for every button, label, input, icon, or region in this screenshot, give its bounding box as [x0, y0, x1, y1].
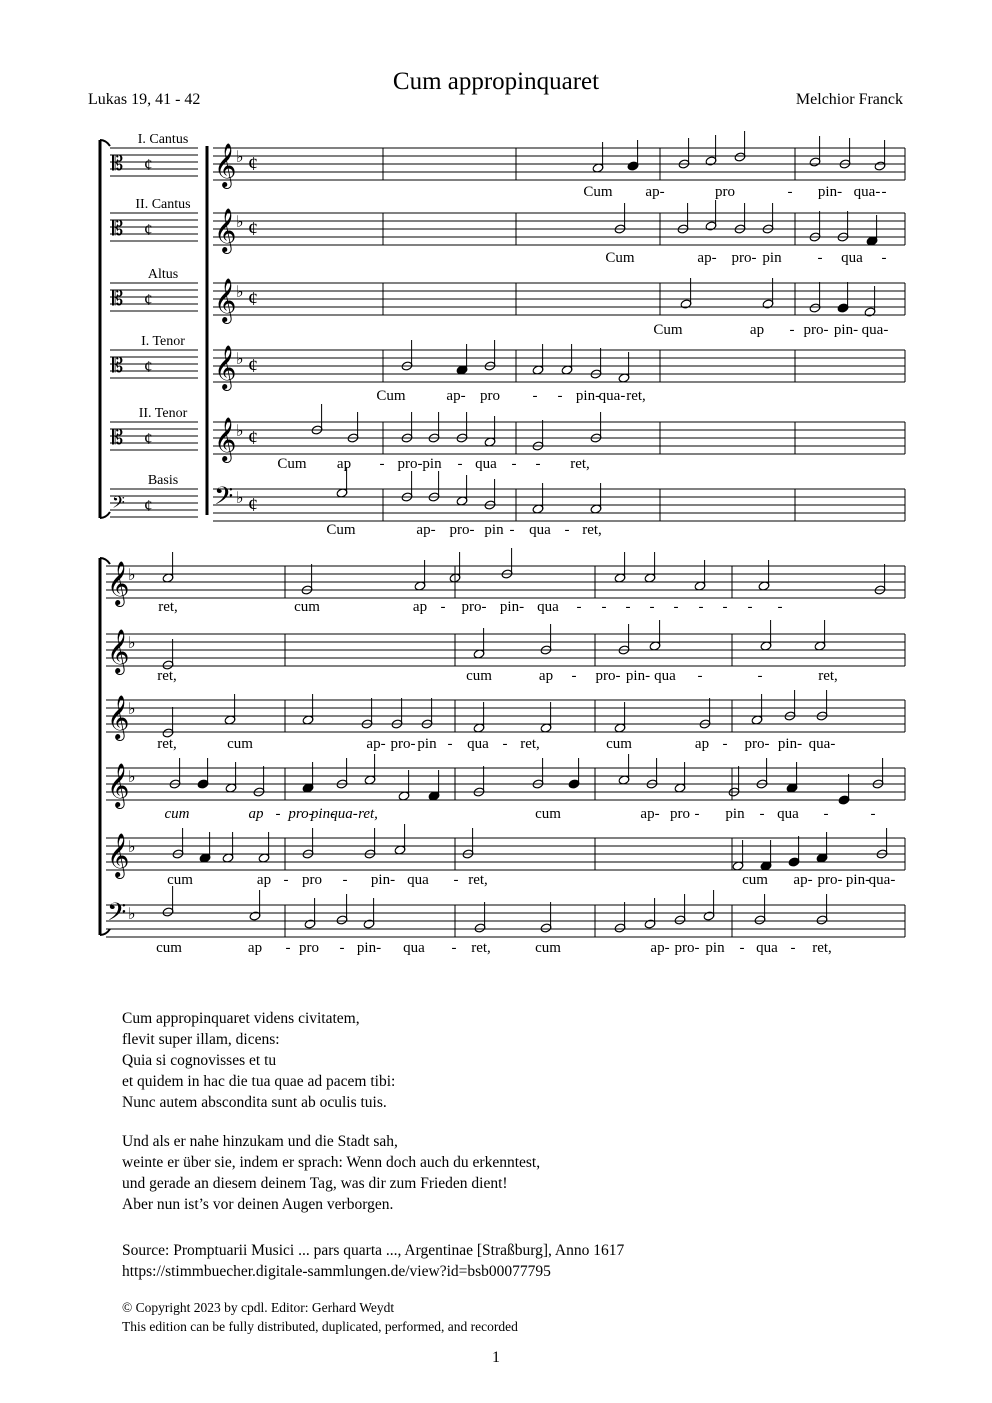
- voice-label: II. Tenor: [138, 406, 188, 421]
- lyric-syllable: -: [447, 736, 453, 752]
- lyric-syllable: ap-: [416, 522, 436, 538]
- lyric-syllable: pin: [705, 940, 725, 956]
- lyric-syllable: ap-: [650, 940, 670, 956]
- lyric-syllable: qua: [777, 806, 799, 822]
- flat-icon: ♭: [128, 769, 136, 786]
- lyric-syllable: qua-: [868, 872, 896, 888]
- lyric-syllable: ap-: [697, 250, 717, 266]
- lyric-syllable: -: [283, 872, 289, 888]
- lyric-syllable: -: [509, 522, 515, 538]
- lyric-syllable: qua: [407, 872, 429, 888]
- lyric-syllable: cum: [742, 872, 768, 888]
- lyric-syllable: cum: [156, 940, 182, 956]
- lyric-syllable: -: [511, 456, 517, 472]
- lyric-syllable: cum: [466, 668, 492, 684]
- lyric-syllable: pro-: [449, 522, 475, 538]
- lyric-syllable: ret,: [570, 456, 590, 472]
- lyric-syllable: pin: [762, 250, 782, 266]
- c-clef-icon: 𝄡: [112, 288, 124, 310]
- lyric-syllable: pin-: [845, 872, 871, 888]
- time-signature: ¢: [144, 496, 153, 515]
- lyric-syllable: Cum: [326, 522, 356, 538]
- german-line: weinte er über sie, indem er sprach: Wenn doch auch du erkenntest,: [122, 1154, 541, 1171]
- lyric-syllable: cum: [167, 872, 193, 888]
- lyric-syllable: qua: [529, 522, 551, 538]
- lyric-syllable: ap: [749, 322, 765, 338]
- bass-clef-icon: 𝄢: [214, 483, 234, 516]
- voice-label: I. Tenor: [141, 334, 185, 349]
- lyric-syllable: -: [342, 872, 348, 888]
- lyric-syllable: -: [564, 522, 570, 538]
- lyric-syllable: -: [823, 806, 829, 822]
- lyric-syllable: -: [571, 668, 577, 684]
- lyric-syllable: Cum: [605, 250, 635, 266]
- treble-clef-icon: 𝄞: [214, 145, 237, 187]
- time-signature: ¢: [144, 357, 153, 376]
- lyric-syllable: ap: [248, 806, 264, 822]
- c-clef-icon: 𝄢: [112, 494, 125, 516]
- lyric-syllable: ap-: [446, 388, 466, 404]
- lyric-syllable: pro: [670, 806, 690, 822]
- lyric-syllable: Cum: [376, 388, 406, 404]
- lyric-syllable: cum: [227, 736, 253, 752]
- lyric-syllable: -: [722, 599, 728, 615]
- lyric-syllable: -: [789, 322, 795, 338]
- lyric-syllable: ret,: [471, 940, 491, 956]
- c-clef-icon: 𝄡: [112, 427, 124, 449]
- flat-icon: ♭: [236, 214, 244, 231]
- source-url: https://stimmbuecher.digitale-sammlungen.de/view?id=bsb00077795: [122, 1263, 551, 1280]
- lyric-syllable: ap: [538, 668, 554, 684]
- lyric-syllable: ret,: [812, 940, 832, 956]
- latin-line: flevit super illam, dicens:: [122, 1031, 280, 1048]
- lyric-syllable: pin-: [833, 322, 859, 338]
- c-clef-icon: 𝄡: [112, 355, 124, 377]
- lyric-syllable: pro-: [461, 599, 487, 615]
- lyric-syllable: pin-: [777, 736, 803, 752]
- treble-clef-icon: 𝄞: [107, 765, 130, 807]
- lyric-syllable: -: [532, 388, 538, 404]
- lyric-syllable: pin-: [356, 940, 382, 956]
- lyric-syllable: -: [722, 736, 728, 752]
- page-number: 1: [492, 1349, 500, 1366]
- time-signature: ¢: [248, 288, 258, 310]
- lyric-syllable: ret,: [818, 668, 838, 684]
- source-line: Source: Promptuarii Musici ... pars quarta ..., Argentinae [Straßburg], Anno 1617: [122, 1242, 625, 1259]
- lyric-syllable: pro: [302, 872, 322, 888]
- lyric-syllable: -: [790, 940, 796, 956]
- lyric-syllable: -: [697, 668, 703, 684]
- flat-icon: ♭: [236, 423, 244, 440]
- time-signature: ¢: [248, 153, 258, 175]
- lyric-syllable: qua: [467, 736, 489, 752]
- lyric-syllable: -: [275, 806, 281, 822]
- latin-line: Cum appropinquaret videns civitatem,: [122, 1010, 360, 1027]
- lyric-syllable: -: [757, 668, 763, 684]
- lyric-syllable: -: [759, 806, 765, 822]
- lyric-syllable: qua: [756, 940, 778, 956]
- copyright: [122, 1298, 518, 1336]
- lyric-syllable: pin-: [575, 388, 601, 404]
- voice-label: Altus: [147, 267, 179, 282]
- lyric-syllable: ret,: [157, 668, 177, 684]
- lyric-syllable: pin: [422, 456, 442, 472]
- lyric-syllable: Cum: [583, 184, 613, 200]
- time-signature: ¢: [144, 155, 153, 174]
- time-signature: ¢: [248, 218, 258, 240]
- flat-icon: ♭: [236, 490, 244, 507]
- lyric-syllable: Cum: [653, 322, 683, 338]
- treble-clef-icon: 𝄞: [214, 210, 237, 252]
- lyric-syllable: pro-: [674, 940, 700, 956]
- lyric-syllable: ap: [247, 940, 263, 956]
- treble-clef-icon: 𝄞: [107, 697, 130, 739]
- lyric-syllable: ret,: [157, 736, 177, 752]
- lyric-syllable: pro: [480, 388, 500, 404]
- lyric-syllable: ret,: [520, 736, 540, 752]
- composer-name: Melchior Franck: [795, 91, 903, 108]
- voice-label: I. Cantus: [137, 132, 189, 147]
- time-signature: ¢: [144, 429, 153, 448]
- lyric-syllable: cum: [535, 940, 561, 956]
- lyric-syllable: pro-: [390, 736, 416, 752]
- lyric-syllable: ap-: [793, 872, 813, 888]
- time-signature: ¢: [248, 427, 258, 449]
- time-signature: ¢: [144, 220, 153, 239]
- lyric-syllable: Cum: [277, 456, 307, 472]
- lyric-syllable: qua: [537, 599, 559, 615]
- lyric-syllable: qua: [403, 940, 425, 956]
- lyric-syllable: -: [451, 940, 457, 956]
- lyric-syllable: ret,: [582, 522, 602, 538]
- time-signature: ¢: [248, 355, 258, 377]
- bass-clef-icon: 𝄢: [107, 899, 127, 932]
- flat-icon: ♭: [128, 906, 136, 923]
- lyric-syllable: pin: [417, 736, 437, 752]
- lyric-syllable: ret,: [626, 388, 646, 404]
- lyric-syllable: -: [739, 940, 745, 956]
- voice-label: II. Cantus: [135, 197, 191, 212]
- lyric-syllable: -: [576, 599, 582, 615]
- lyric-syllable: qua: [475, 456, 497, 472]
- treble-clef-icon: 𝄞: [107, 835, 130, 877]
- lyric-syllable: ap: [336, 456, 352, 472]
- lyric-syllable: pro-: [288, 806, 314, 822]
- german-line: Und als er nahe hinzukam und die Stadt sah,: [122, 1133, 398, 1150]
- lyric-syllable: ap-: [640, 806, 660, 822]
- latin-text: [122, 1008, 395, 1113]
- treble-clef-icon: 𝄞: [214, 347, 237, 389]
- scripture-reference: Lukas 19, 41 - 42: [88, 91, 201, 108]
- lyric-syllable: cum: [606, 736, 632, 752]
- lyric-syllable: pro-: [595, 668, 621, 684]
- lyric-syllable: -: [747, 599, 753, 615]
- flat-icon: ♭: [236, 284, 244, 301]
- latin-line: Quia si cognovisses et tu: [122, 1052, 277, 1069]
- lyric-syllable: -: [694, 806, 700, 822]
- lyric-syllable: cum: [294, 599, 320, 615]
- treble-clef-icon: 𝄞: [107, 631, 130, 673]
- lyric-syllable: pro-: [397, 456, 423, 472]
- lyric-syllable: ret,: [468, 872, 488, 888]
- lyric-syllable: -: [379, 456, 385, 472]
- c-clef-icon: 𝄡: [112, 218, 124, 240]
- lyric-syllable: pin-: [370, 872, 396, 888]
- lyric-syllable: pro: [299, 940, 319, 956]
- voice-label: Basis: [147, 473, 179, 488]
- treble-clef-icon: 𝄞: [107, 563, 130, 605]
- lyric-syllable: qua-: [853, 184, 881, 200]
- lyric-syllable: -: [625, 599, 631, 615]
- lyric-syllable: -: [502, 736, 508, 752]
- lyric-syllable: qua-: [598, 388, 626, 404]
- flat-icon: ♭: [236, 149, 244, 166]
- lyric-syllable: -: [881, 184, 887, 200]
- german-translation: [122, 1131, 540, 1215]
- lyric-syllable: qua-: [808, 736, 836, 752]
- flat-icon: ♭: [128, 839, 136, 856]
- latin-line: et quidem in hac die tua quae ad pacem tibi:: [122, 1073, 396, 1090]
- treble-clef-icon: 𝄞: [214, 280, 237, 322]
- lyric-syllable: qua-: [861, 322, 889, 338]
- lyric-syllable: ap-: [366, 736, 386, 752]
- treble-clef-icon: 𝄞: [214, 419, 237, 461]
- german-line: und gerade an diesem deinem Tag, was dir zum Frieden dient!: [122, 1175, 508, 1192]
- lyric-syllable: -: [649, 599, 655, 615]
- lyric-syllable: -: [881, 250, 887, 266]
- time-signature: ¢: [248, 494, 258, 516]
- lyric-syllable: pro-: [731, 250, 757, 266]
- lyric-syllable: pin: [484, 522, 504, 538]
- german-line: Aber nun ist’s vor deinen Augen verborgen.: [122, 1196, 394, 1213]
- lyric-syllable: qua: [654, 668, 676, 684]
- flat-icon: ♭: [236, 351, 244, 368]
- lyric-syllable: pro-: [817, 872, 843, 888]
- lyric-syllable: -: [440, 599, 446, 615]
- lyric-syllable: cum: [535, 806, 561, 822]
- lyric-syllable: -: [870, 806, 876, 822]
- lyric-syllable: ap: [256, 872, 272, 888]
- lyric-syllable: -: [601, 599, 607, 615]
- page-title: Cum appropinquaret: [392, 68, 600, 95]
- license-line: This edition can be fully distributed, duplicated, performed, and recorded: [122, 1319, 518, 1334]
- lyric-syllable: -: [787, 184, 793, 200]
- lyric-syllable: pin-: [817, 184, 843, 200]
- lyric-syllable: ret,: [158, 599, 178, 615]
- lyric-syllable: pin-: [499, 599, 525, 615]
- lyric-syllable: pin-: [310, 806, 336, 822]
- lyric-syllable: -: [453, 872, 459, 888]
- flat-icon: ♭: [128, 635, 136, 652]
- source-info: [122, 1240, 624, 1282]
- lyric-syllable: -: [777, 599, 783, 615]
- lyric-syllable: pin: [725, 806, 745, 822]
- lyric-syllable: cum: [164, 806, 190, 822]
- lyric-syllable: -: [457, 456, 463, 472]
- lyric-syllable: -: [817, 250, 823, 266]
- lyric-syllable: pro: [715, 184, 735, 200]
- copyright-line: © Copyright 2023 by cpdl. Editor: Gerhard Weydt: [122, 1300, 395, 1315]
- lyric-syllable: -: [557, 388, 563, 404]
- lyric-syllable: -: [285, 940, 291, 956]
- c-clef-icon: 𝄡: [112, 153, 124, 175]
- lyric-syllable: pin-: [625, 668, 651, 684]
- lyric-syllable: ap-: [645, 184, 665, 200]
- lyric-syllable: qua: [841, 250, 863, 266]
- lyric-syllable: ap: [412, 599, 428, 615]
- score-system-2: [100, 548, 905, 956]
- lyric-syllable: -: [339, 940, 345, 956]
- score-system-1: [100, 131, 905, 538]
- flat-icon: ♭: [128, 567, 136, 584]
- latin-line: Nunc autem abscondita sunt ab oculis tuis.: [122, 1094, 387, 1111]
- lyric-syllable: pro-: [803, 322, 829, 338]
- lyric-syllable: -: [698, 599, 704, 615]
- time-signature: ¢: [144, 290, 153, 309]
- lyric-syllable: ret,: [358, 806, 378, 822]
- lyric-syllable: -: [535, 456, 541, 472]
- lyric-syllable: qua-: [330, 806, 358, 822]
- flat-icon: ♭: [128, 701, 136, 718]
- lyric-syllable: -: [673, 599, 679, 615]
- lyric-syllable: pro-: [744, 736, 770, 752]
- lyric-syllable: ap: [694, 736, 710, 752]
